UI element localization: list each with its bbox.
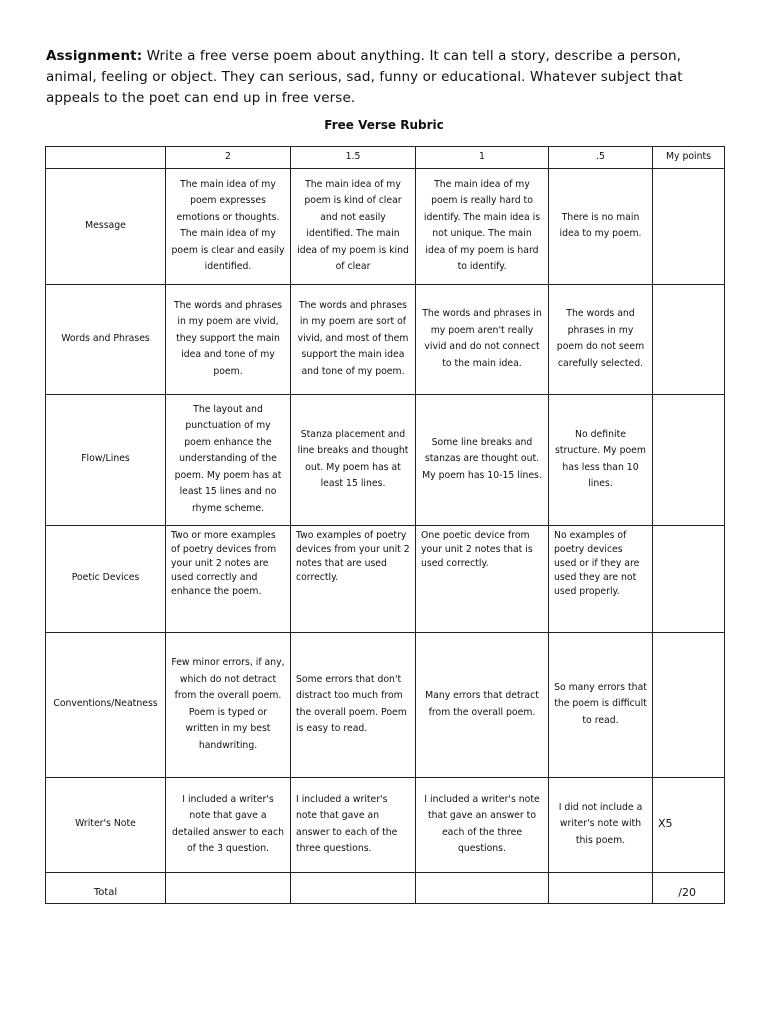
descriptor-cell: Some errors that don't distract too much from the overall poem. Poem is easy to read. (291, 632, 416, 777)
header-score-1-5: 1.5 (291, 147, 416, 169)
total-empty-cell (416, 872, 549, 904)
descriptor-cell: Two examples of poetry devices from your unit 2 notes that are used correctly. (291, 525, 416, 632)
header-score-1: 1 (416, 147, 549, 169)
assignment-text: Write a free verse poem about anything. It can tell a story, describe a person, animal, feeling or object. They can serious, sad, funny or educational. Whatever subject that appeals to the poet can end up in free verse. (46, 48, 683, 106)
rubric-row-words-and-phrases (46, 284, 725, 394)
descriptor-cell: Stanza placement and line breaks and thought out. My poem has at least 15 lines. (291, 394, 416, 525)
descriptor-cell: The main idea of my poem is kind of clear and not easily identified. The main idea of my poem is kind of clear (291, 168, 416, 284)
rubric-row-message (46, 168, 725, 284)
rubric-row-total (46, 872, 725, 904)
header-my-points: My points (653, 147, 725, 169)
descriptor-cell: I included a writer's note that gave an answer to each of the three questions. (291, 777, 416, 872)
descriptor-cell: I did not include a writer's note with this poem. (549, 777, 653, 872)
descriptor-cell: Some line breaks and stanzas are thought out. My poem has 10-15 lines. (416, 394, 549, 525)
points-cell (653, 632, 725, 777)
assignment-paragraph (46, 46, 726, 109)
descriptor-cell: The words and phrases in my poem do not seem carefully selected. (549, 284, 653, 394)
descriptor-cell: The layout and punctuation of my poem enhance the understanding of the poem. My poem has at least 15 lines and no rhyme scheme. (166, 394, 291, 525)
descriptor-cell: The words and phrases in my poem are vivid, they support the main idea and tone of my poem. (166, 284, 291, 394)
points-cell (653, 168, 725, 284)
total-empty-cell (166, 872, 291, 904)
total-empty-cell (549, 872, 653, 904)
descriptor-cell: No definite structure. My poem has less than 10 lines. (549, 394, 653, 525)
rubric-title: Free Verse Rubric (324, 118, 444, 132)
rubric-table (45, 146, 725, 904)
points-cell (653, 525, 725, 632)
rubric-header-row (46, 147, 725, 169)
criterion-label: Writer's Note (46, 777, 166, 872)
descriptor-cell: Many errors that detract from the overall poem. (416, 632, 549, 777)
criterion-label: Words and Phrases (46, 284, 166, 394)
points-cell (653, 284, 725, 394)
header-score-2: 2 (166, 147, 291, 169)
criterion-label: Poetic Devices (46, 525, 166, 632)
descriptor-cell: Two or more examples of poetry devices from your unit 2 notes are used correctly and enhance the poem. (166, 525, 291, 632)
descriptor-cell: I included a writer's note that gave a detailed answer to each of the 3 question. (166, 777, 291, 872)
descriptor-cell: No examples of poetry devices used or if they are used they are not used properly. (549, 525, 653, 632)
rubric-row-writers-note (46, 777, 725, 872)
descriptor-cell: Few minor errors, if any, which do not detract from the overall poem. Poem is typed or written in my best handwriting. (166, 632, 291, 777)
descriptor-cell: The words and phrases in my poem aren't really vivid and do not connect to the main idea. (416, 284, 549, 394)
descriptor-cell: One poetic device from your unit 2 notes that is used correctly. (416, 525, 549, 632)
descriptor-cell: There is no main idea to my poem. (549, 168, 653, 284)
rubric-row-poetic-devices (46, 525, 725, 632)
descriptor-cell: The main idea of my poem expresses emotions or thoughts. The main idea of my poem is clear and easily identified. (166, 168, 291, 284)
rubric-row-conventions-neatness (46, 632, 725, 777)
assignment-label: Assignment: (46, 48, 143, 64)
criterion-label: Flow/Lines (46, 394, 166, 525)
header-score-0-5: .5 (549, 147, 653, 169)
points-multiplier: X5 (653, 777, 725, 872)
criterion-label: Message (46, 168, 166, 284)
descriptor-cell: The main idea of my poem is really hard to identify. The main idea is not unique. The main idea of my poem is hard to identify. (416, 168, 549, 284)
total-points: /20 (653, 872, 725, 904)
descriptor-cell: So many errors that the poem is difficult to read. (549, 632, 653, 777)
descriptor-cell: The words and phrases in my poem are sort of vivid, and most of them support the main idea and tone of my poem. (291, 284, 416, 394)
header-criterion (46, 147, 166, 169)
total-label: Total (46, 872, 166, 904)
points-cell (653, 394, 725, 525)
criterion-label: Conventions/Neatness (46, 632, 166, 777)
descriptor-cell: I included a writer's note that gave an answer to each of the three questions. (416, 777, 549, 872)
total-empty-cell (291, 872, 416, 904)
rubric-row-flow-lines (46, 394, 725, 525)
